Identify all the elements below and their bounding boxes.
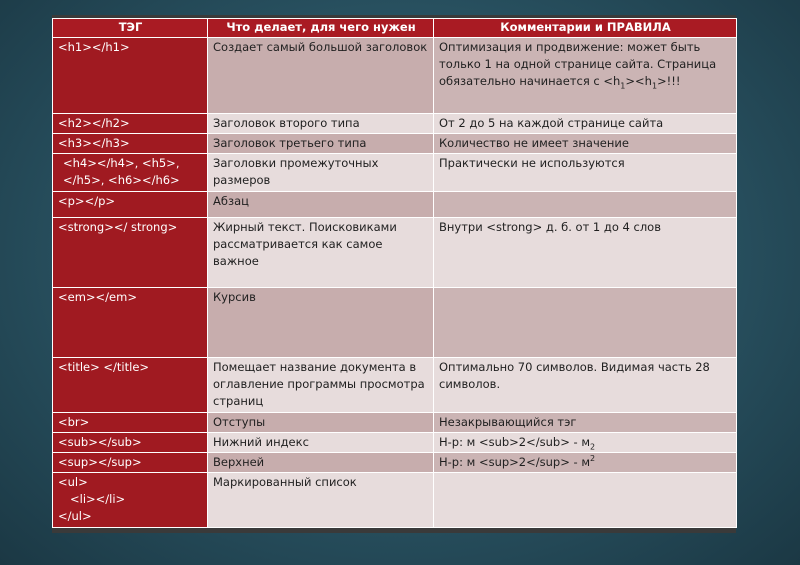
comment-cell xyxy=(434,433,737,453)
tag-cell: <h3></h3> xyxy=(53,134,208,154)
purpose-cell: Жирный текст. Поисковиками рассматривается как самое важное xyxy=(208,218,434,288)
table-row xyxy=(53,154,737,192)
comment-cell xyxy=(434,192,737,218)
header-purpose: Что делает, для чего нужен xyxy=(208,19,434,38)
comment-cell: Незакрывающийся тэг xyxy=(434,413,737,433)
comment-cell: Оптимально 70 символов. Видимая часть 28 символов. xyxy=(434,358,737,413)
table-row xyxy=(53,218,737,288)
purpose-cell: Помещает название документа в оглавление программы просмотра страниц xyxy=(208,358,434,413)
tag-cell: <h2></h2> xyxy=(53,114,208,134)
superscript-2: 2 xyxy=(590,454,596,464)
tag-cell: <sup></sup> xyxy=(53,453,208,473)
tag-cell: <p></p> xyxy=(53,192,208,218)
purpose-cell: Заголовок третьего типа xyxy=(208,134,434,154)
subscript-1: 1 xyxy=(620,81,626,91)
purpose-cell: Заголовки промежуточных размеров xyxy=(208,154,434,192)
purpose-cell: Курсив xyxy=(208,288,434,358)
table-row xyxy=(53,38,737,114)
comment-text: Н-р: м <sup>2</sup> - м xyxy=(439,455,590,469)
tag-cell: <title> </title> xyxy=(53,358,208,413)
comment-cell: От 2 до 5 на каждой странице сайта xyxy=(434,114,737,134)
tag-cell: <strong></ strong> xyxy=(53,218,208,288)
comment-cell: Практически не используются xyxy=(434,154,737,192)
purpose-cell: Отступы xyxy=(208,413,434,433)
comment-cell xyxy=(434,38,737,114)
tag-cell: <em></em> xyxy=(53,288,208,358)
table-row xyxy=(53,288,737,358)
comment-text: Оптимизация и продвижение: может быть только 1 на одной странице сайта. Страница обязательно начинается с <h xyxy=(439,40,717,88)
purpose-cell: Нижний индекс xyxy=(208,433,434,453)
table-row xyxy=(53,413,737,433)
table-header-row xyxy=(53,19,737,38)
table-row xyxy=(53,114,737,134)
html-tags-table xyxy=(52,18,737,528)
table-row xyxy=(53,473,737,528)
subscript-2: 2 xyxy=(590,442,596,452)
tag-cell xyxy=(53,473,208,528)
slide-table-frame xyxy=(52,15,736,533)
comment-cell xyxy=(434,453,737,473)
comment-text: Н-р: м <sub>2</sub> - м xyxy=(439,435,590,449)
comment-text: >!!! xyxy=(657,74,681,88)
comment-cell: Количество не имеет значение xyxy=(434,134,737,154)
purpose-cell: Создает самый большой заголовок xyxy=(208,38,434,114)
comment-cell xyxy=(434,473,737,528)
comment-cell: Внутри <strong> д. б. от 1 до 4 слов xyxy=(434,218,737,288)
table-row xyxy=(53,192,737,218)
table-row xyxy=(53,134,737,154)
purpose-cell: Абзац xyxy=(208,192,434,218)
comment-text: ><h xyxy=(625,74,652,88)
purpose-cell: Заголовок второго типа xyxy=(208,114,434,134)
tag-line: </ul> xyxy=(58,509,92,523)
tag-cell: <h1></h1> xyxy=(53,38,208,114)
tag-cell: <br> xyxy=(53,413,208,433)
table-row xyxy=(53,358,737,413)
header-tag: ТЭГ xyxy=(53,19,208,38)
tag-line: <li></li> xyxy=(70,492,126,506)
comment-cell xyxy=(434,288,737,358)
table-row xyxy=(53,433,737,453)
purpose-cell: Маркированный список xyxy=(208,473,434,528)
tag-cell: <sub></sub> xyxy=(53,433,208,453)
subscript-1: 1 xyxy=(651,81,658,91)
header-comments: Комментарии и ПРАВИЛА xyxy=(434,19,737,38)
tag-line: <ul> xyxy=(58,475,88,489)
purpose-cell: Верхней xyxy=(208,453,434,473)
tag-cell: <h4></h4>, <h5>, </h5>, <h6></h6> xyxy=(53,154,208,192)
table-row xyxy=(53,453,737,473)
